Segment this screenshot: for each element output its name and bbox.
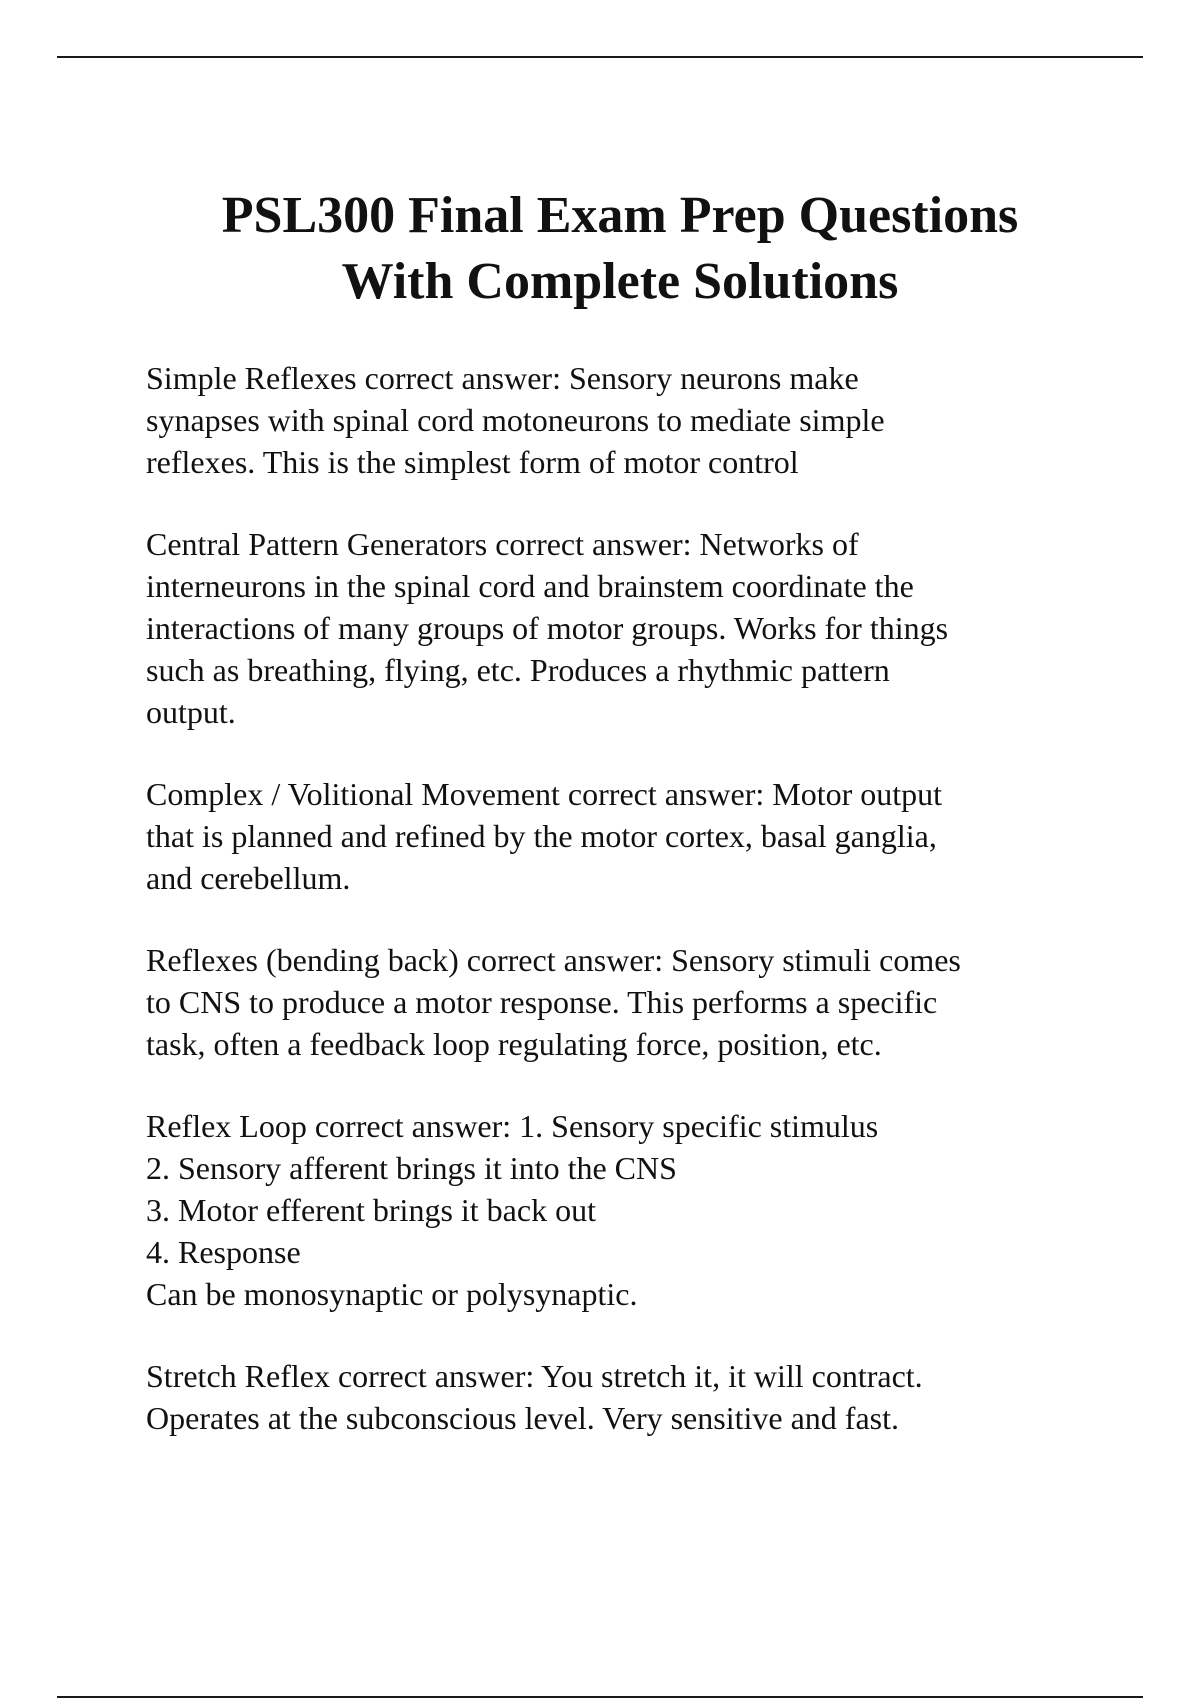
entry-line: Central Pattern Generators correct answer: Networks of: [146, 526, 859, 562]
qa-entry-reflexes-bending-back: [146, 939, 1146, 1065]
entry-line: reflexes. This is the simplest form of motor control: [146, 444, 799, 480]
qa-entry-simple-reflexes: [146, 357, 1146, 483]
entry-line: 4. Response: [146, 1234, 301, 1270]
entry-line: Reflex Loop correct answer: 1. Sensory specific stimulus: [146, 1108, 879, 1144]
entry-line: synapses with spinal cord motoneurons to mediate simple: [146, 402, 885, 438]
page-title: [100, 183, 1140, 315]
entry-line: output.: [146, 694, 236, 730]
title-line: PSL300 Final Exam Prep Questions: [221, 187, 1019, 244]
bottom-rule: [57, 1696, 1143, 1698]
qa-entry-reflex-loop: [146, 1105, 1146, 1315]
entry-line: that is planned and refined by the motor cortex, basal ganglia,: [146, 818, 937, 854]
qa-entry-complex-volitional-movement: [146, 773, 1146, 899]
entry-line: task, often a feedback loop regulating force, position, etc.: [146, 1026, 882, 1062]
entry-line: interneurons in the spinal cord and brainstem coordinate the: [146, 568, 914, 604]
entry-line: interactions of many groups of motor groups. Works for things: [146, 610, 949, 646]
entry-line: to CNS to produce a motor response. This performs a specific: [146, 984, 938, 1020]
qa-list: [146, 357, 1146, 1479]
entry-line: Stretch Reflex correct answer: You stretch it, it will contract.: [146, 1358, 923, 1394]
entry-line: 2. Sensory afferent brings it into the CNS: [146, 1150, 677, 1186]
entry-line: such as breathing, flying, etc. Produces a rhythmic pattern: [146, 652, 890, 688]
title-line: With Complete Solutions: [341, 253, 899, 310]
entry-line: 3. Motor efferent brings it back out: [146, 1192, 596, 1228]
entry-line: Can be monosynaptic or polysynaptic.: [146, 1276, 638, 1312]
entry-line: Complex / Volitional Movement correct answer: Motor output: [146, 776, 943, 812]
qa-entry-stretch-reflex: [146, 1355, 1146, 1439]
entry-line: Simple Reflexes correct answer: Sensory neurons make: [146, 360, 859, 396]
entry-line: Operates at the subconscious level. Very sensitive and fast.: [146, 1400, 899, 1436]
qa-entry-central-pattern-generators: [146, 523, 1146, 733]
entry-line: and cerebellum.: [146, 860, 351, 896]
entry-line: Reflexes (bending back) correct answer: Sensory stimuli comes: [146, 942, 961, 978]
top-rule: [57, 56, 1143, 58]
